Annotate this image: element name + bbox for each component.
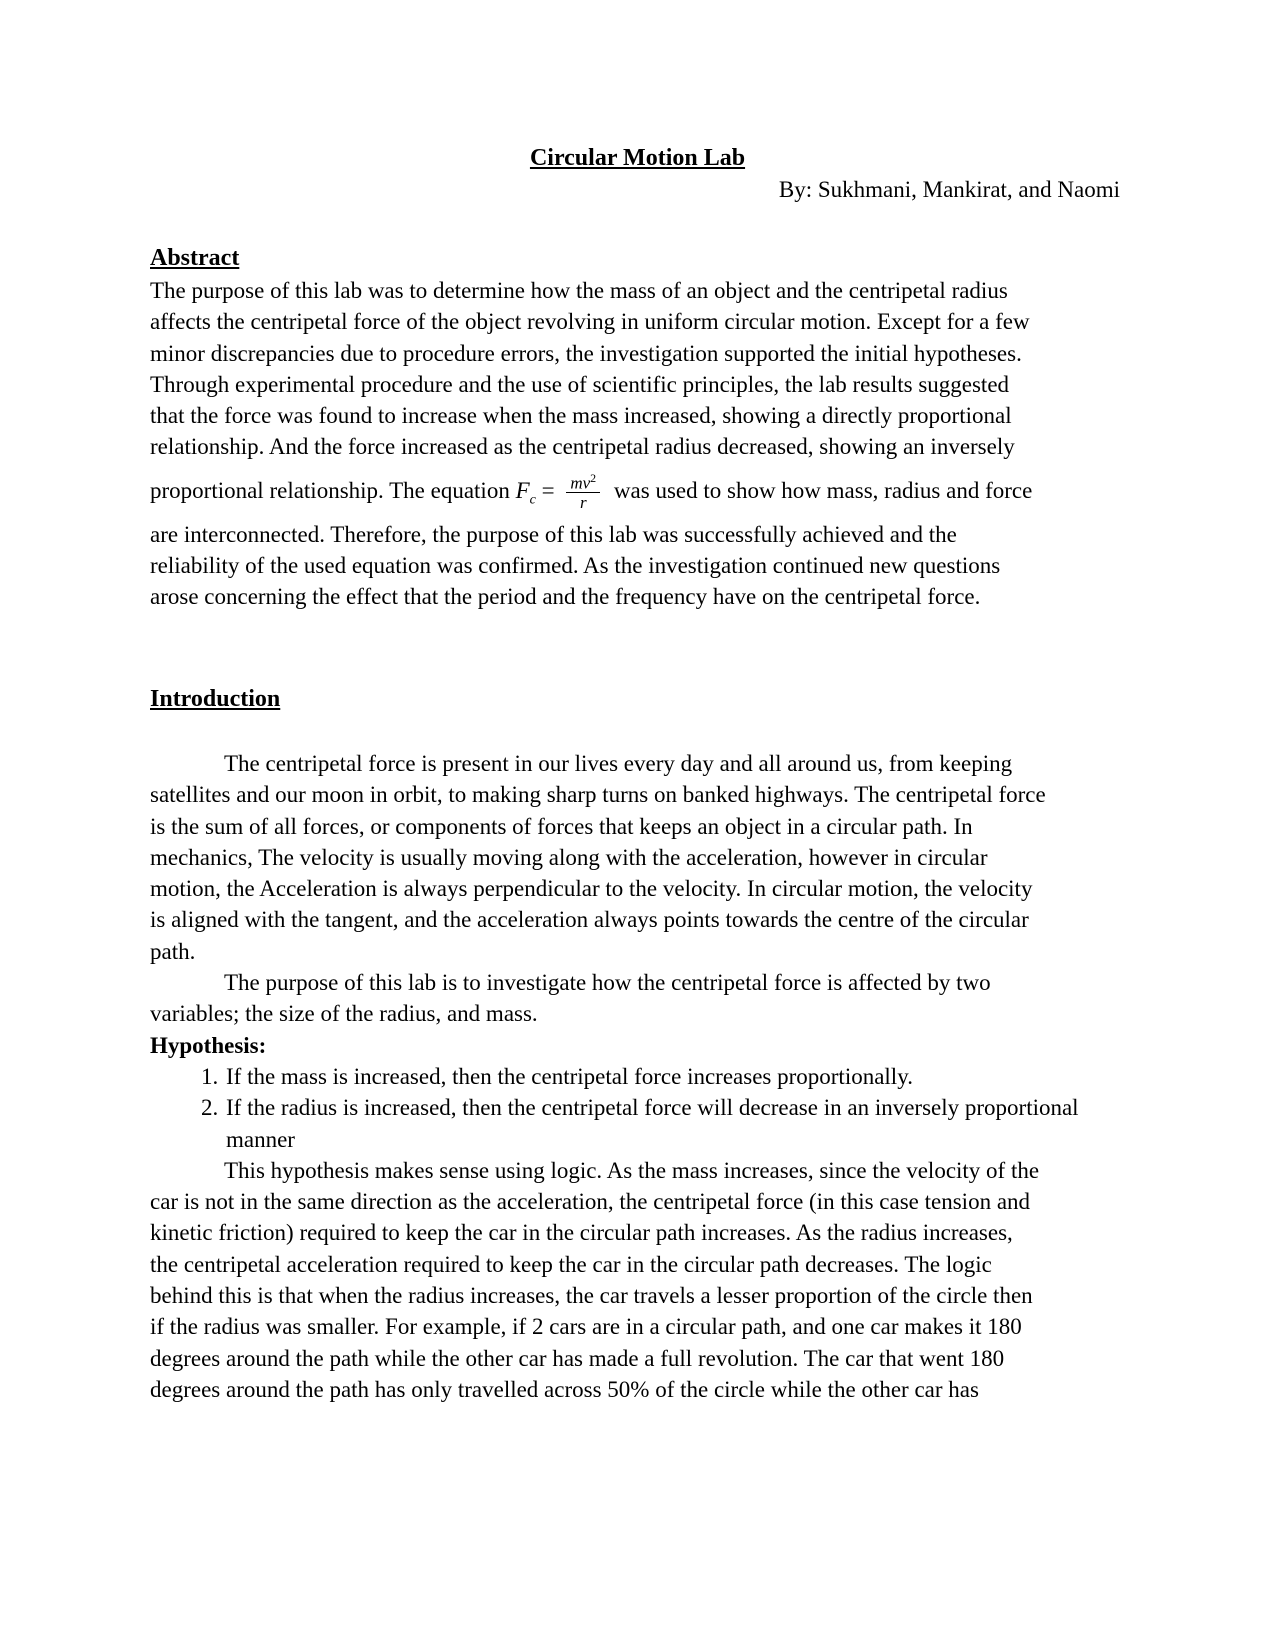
abstract-line: reliability of the used equation was confirmed. As the investigation continued new questions — [150, 553, 1001, 579]
formula-equals: = — [541, 477, 555, 503]
introduction-body — [150, 748, 1130, 1405]
intro-paragraph-2 — [150, 967, 1130, 1030]
hypothesis-list — [150, 1061, 1130, 1155]
intro-line: variables; the size of the radius, and mass. — [150, 1001, 538, 1027]
formula-numerator: $mv^2$ — [566, 469, 600, 494]
abstract-line: Through experimental procedure and the use of scientific principles, the lab results suggested — [150, 371, 1010, 397]
intro-line: This hypothesis makes sense using logic. As the mass increases, since the velocity of the — [224, 1157, 1040, 1183]
formula-lhs: F — [515, 477, 530, 503]
intro-line: is aligned with the tangent, and the acceleration always points towards the centre of the circular — [150, 907, 1029, 933]
document-title: Circular Motion Lab — [529, 145, 746, 171]
hypothesis-item: 1. If the mass is increased, then the centripetal force increases proportionally. — [224, 1061, 1130, 1092]
intro-line: degrees around the path has only travelled across 50% of the circle while the other car has — [150, 1376, 979, 1402]
abstract-line: minor discrepancies due to procedure errors, the investigation supported the initial hypotheses. — [150, 340, 1022, 366]
abstract-line: are interconnected. Therefore, the purpose of this lab was successfully achieved and the — [150, 521, 957, 547]
intro-line: satellites and our moon in orbit, to making sharp turns on banked highways. The centripetal force — [150, 782, 1046, 808]
abstract-line: relationship. And the force increased as the centripetal radius decreased, showing an inversely — [150, 434, 1015, 460]
intro-line: path. — [150, 938, 196, 964]
intro-line: degrees around the path while the other car has made a full revolution. The car that went 180 — [150, 1345, 1005, 1371]
abstract-line: The purpose of this lab was to determine how the mass of an object and the centripetal radius — [150, 278, 1008, 303]
intro-line: mechanics, The velocity is usually moving along with the acceleration, however in circular — [150, 844, 988, 870]
formula-lhs-subscript: c — [529, 492, 536, 508]
formula-fraction — [566, 469, 600, 513]
hypothesis-item: 2. If the radius is increased, then the centripetal force will decrease in an inversely proportional manner — [224, 1092, 1130, 1155]
intro-line: kinetic friction) required to keep the car in the circular path increases. As the radius increases, — [150, 1220, 1013, 1246]
intro-line: if the radius was smaller. For example, if 2 cars are in a circular path, and one car makes it 180 — [150, 1314, 1022, 1340]
intro-line: is the sum of all forces, or components of forces that keeps an object in a circular path. In — [150, 813, 973, 839]
abstract-line: that the force was found to increase when the mass increased, showing a directly proportional — [150, 403, 1012, 429]
formula-prefix: proportional relationship. The equation — [150, 477, 510, 503]
abstract-body — [150, 275, 1130, 613]
abstract-heading: Abstract — [150, 245, 240, 271]
intro-line: The centripetal force is present in our lives every day and all around us, from keeping — [224, 751, 1013, 776]
formula-denominator: r — [579, 493, 587, 513]
hypothesis-title: Hypothesis: — [150, 1032, 267, 1058]
abstract-line: affects the centripetal force of the object revolving in uniform circular motion. Except for a few — [150, 309, 1030, 335]
abstract-formula-line — [150, 463, 1130, 519]
intro-line: motion, the Acceleration is always perpendicular to the velocity. In circular motion, the velocity — [150, 876, 1033, 902]
formula-exponent: 2 — [590, 470, 597, 485]
abstract-line: arose concerning the effect that the period and the frequency have on the centripetal force. — [150, 584, 981, 610]
byline: By: Sukhmani, Mankirat, and Naomi — [778, 177, 1120, 202]
intro-line: The purpose of this lab is to investigate how the centripetal force is affected by two — [224, 970, 991, 996]
centripetal-force-equation — [515, 477, 536, 508]
intro-paragraph-1 — [150, 748, 1130, 967]
intro-line: the centripetal acceleration required to keep the car in the circular path decreases. The logic — [150, 1251, 992, 1277]
formula-suffix: was used to show how mass, radius and force — [613, 477, 1033, 503]
intro-line: car is not in the same direction as the acceleration, the centripetal force (in this case tension and — [150, 1189, 1031, 1215]
intro-paragraph-3 — [150, 1155, 1130, 1405]
intro-line: behind this is that when the radius increases, the car travels a lesser proportion of the circle then — [150, 1283, 1033, 1309]
introduction-heading: Introduction — [150, 686, 281, 712]
